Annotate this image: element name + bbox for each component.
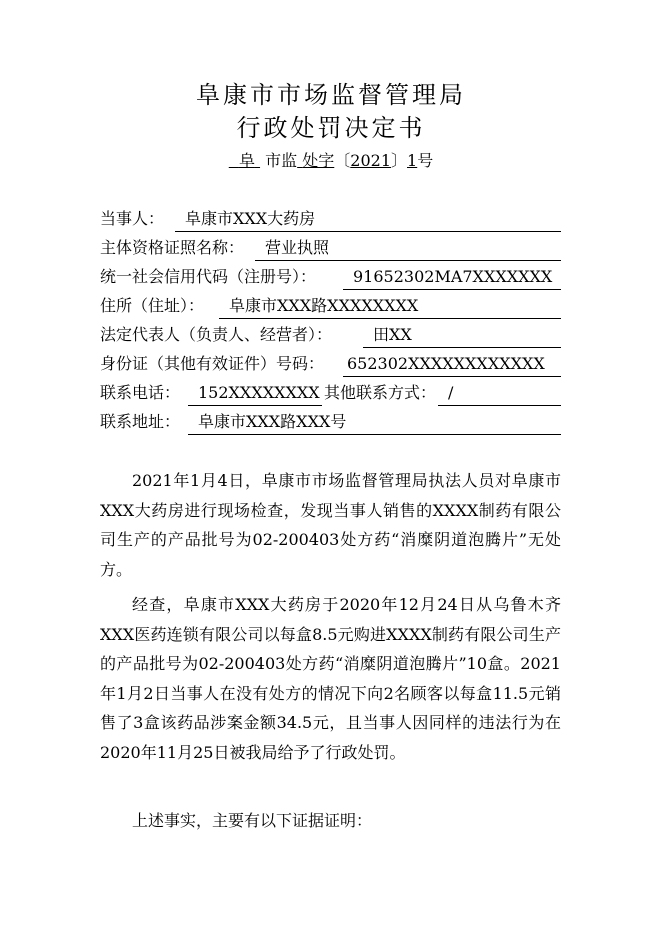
doc-number-office: 市监: [265, 151, 298, 170]
field-id-number-label: 身份证（其他有效证件）号码：: [100, 354, 325, 373]
doc-number-prefix: 阜: [238, 151, 255, 170]
field-contact-address-label: 联系地址：: [100, 412, 181, 431]
field-credit-code: [100, 265, 561, 290]
field-legal-rep-label: 法定代表人（负责人、经营者）：: [100, 325, 333, 344]
field-phone-label: 联系电话：: [100, 383, 181, 402]
body-paragraph-2: 经查，阜康市XXX大药房于2020年12月24日从乌鲁木齐XXX医药连锁有限公司以每盒8.5元购进XXXX制药有限公司生产的产品批号为02-200403处方药“消糜阴道泡腾片”10盒。2021年1月2日当事人在没有处方的情况下向2名顾客以每盒11.5元销售了3盒该药品涉案金额34.5元，且当事人因同样的违法行为在2020年11月25日被我局给予了行政处罚。: [100, 595, 561, 762]
field-other-contact-label: 其他联系方式：: [324, 383, 437, 402]
body-paragraph-3: 上述事实，主要有以下证据证明：: [132, 811, 373, 830]
field-credit-code-label: 统一社会信用代码（注册号）：: [100, 267, 317, 286]
field-party: [100, 207, 561, 232]
field-phone: [100, 381, 561, 406]
doc-number-seq: 1: [407, 151, 418, 170]
doc-number-bracket-open: 〔: [334, 151, 351, 170]
document-number: [0, 150, 662, 172]
field-license-value: 营业执照: [255, 236, 561, 261]
doc-number-year: 2021: [350, 151, 391, 170]
field-contact-address-value: 阜康市XXX路XXX号: [188, 410, 561, 435]
doc-number-bracket-close: 〕: [391, 151, 408, 170]
field-id-number: [100, 352, 561, 377]
field-legal-rep-value: 田XX: [363, 323, 561, 348]
field-license-label: 主体资格证照名称：: [100, 238, 245, 257]
field-party-label: 当事人：: [100, 209, 165, 228]
field-credit-code-value: 91652302MA7XXXXXXX: [343, 265, 561, 290]
document-title: 阜康市市场监督管理局: [196, 81, 466, 109]
field-party-value: 阜康市XXX大药房: [175, 207, 561, 232]
field-address-label: 住所（住址）：: [100, 296, 205, 315]
field-legal-rep: [100, 323, 561, 348]
field-license: [100, 236, 561, 261]
doc-number-suffix: 号: [417, 151, 434, 170]
doc-number-type: 处字: [302, 151, 335, 170]
field-address: [100, 294, 561, 319]
body-paragraph-1: 2021年1月4日，阜康市市场监督管理局执法人员对阜康市XXX大药房进行现场检查，发现当事人销售的XXXX制药有限公司生产的产品批号为02-200403处方药“消糜阴道泡腾片”无处方。: [100, 471, 561, 579]
field-contact-address: [100, 410, 561, 435]
field-phone-value: 152XXXXXXXX: [188, 381, 322, 406]
document-subtitle: 行政处罚决定书: [236, 114, 426, 142]
field-address-value: 阜康市XXX路XXXXXXXX: [219, 294, 561, 319]
field-other-contact-value: /: [438, 381, 561, 406]
field-id-number-value: 652302XXXXXXXXXXXX: [343, 352, 561, 377]
